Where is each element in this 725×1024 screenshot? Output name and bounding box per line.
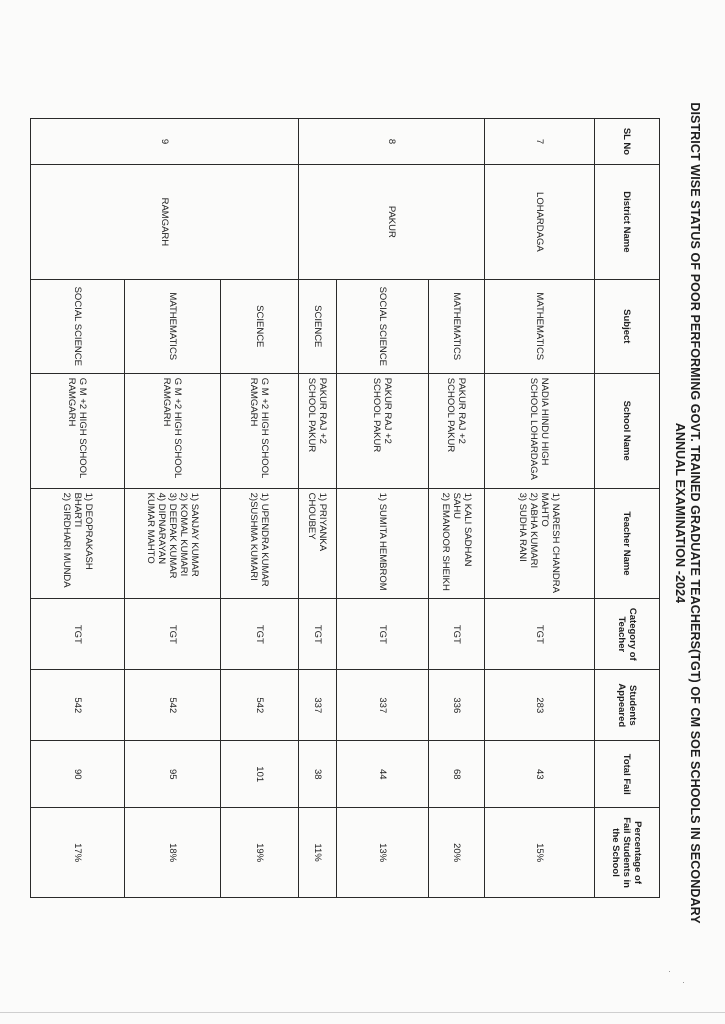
school-name-cell: PAKUR RAJ +2 SCHOOL PAKUR	[429, 373, 485, 488]
header-row	[595, 119, 660, 898]
school-name-cell: PAKUR RAJ +2 SCHOOL PAKUR	[337, 373, 429, 488]
subject-cell: SOCIAL SCIENCE	[337, 279, 429, 373]
teacher-name: 2)SUSHMA KUMARI	[248, 492, 260, 581]
total-fail-cell: 95	[125, 741, 221, 808]
header-appeared: Students Appeared	[595, 670, 660, 741]
total-fail-cell: 68	[429, 741, 485, 808]
category-cell: TGT	[31, 599, 125, 670]
students-appeared-cell: 542	[125, 670, 221, 741]
table-row	[485, 119, 595, 898]
subject-cell: MATHEMATICS	[485, 279, 595, 373]
category-cell: TGT	[429, 599, 485, 670]
teacher-name: 2) KOMAL KUMARI	[178, 492, 189, 577]
district-name-cell: LOHARDAGA	[485, 164, 595, 279]
teacher-name: 1) DEOPRAKASH BHARTI	[72, 492, 94, 570]
teacher-names-cell	[429, 488, 485, 599]
teacher-name: 1) UPENDRA KUMAR	[259, 492, 271, 587]
school-name-cell: NADIA HINDU HIGH SCHOOL LOHARDAGA	[485, 373, 595, 488]
teacher-name: 1) SANJAY KUMAR	[189, 492, 200, 577]
total-fail-cell: 90	[31, 741, 125, 808]
sl-no-cell: 9	[31, 119, 299, 165]
subject-cell: SOCIAL SCIENCE	[31, 279, 125, 373]
fail-percentage-cell: 20%	[429, 808, 485, 898]
scan-speck: ·	[668, 966, 671, 976]
teacher-name: 1) PRIYANKA CHOUBEY	[306, 492, 329, 551]
subject-cell: SCIENCE	[221, 279, 299, 373]
header-sl-no: SL No	[595, 119, 660, 165]
subject-cell: SCIENCE	[299, 279, 337, 373]
school-name-cell: PAKUR RAJ +2 SCHOOL PAKUR	[299, 373, 337, 488]
school-name-cell: G M +2 HIGH SCHOOL RAMGARH	[31, 373, 125, 488]
students-appeared-cell: 336	[429, 670, 485, 741]
fail-percentage-cell: 13%	[337, 808, 429, 898]
table-body	[31, 119, 595, 898]
teacher-names-cell	[337, 488, 429, 599]
total-fail-cell: 44	[337, 741, 429, 808]
scan-edge	[0, 1012, 725, 1013]
fail-percentage-cell: 17%	[31, 808, 125, 898]
teacher-name: 1) SUMITA HEMBROM	[377, 492, 388, 591]
sl-no-cell: 7	[485, 119, 595, 165]
teacher-name: 3) SUDHA RANI	[517, 492, 529, 562]
category-cell: TGT	[125, 599, 221, 670]
students-appeared-cell: 542	[221, 670, 299, 741]
teacher-name: 1) KALI SADHAN SAHU	[451, 492, 473, 567]
students-appeared-cell: 283	[485, 670, 595, 741]
header-subject: Subject	[595, 279, 660, 373]
category-cell: TGT	[299, 599, 337, 670]
rotated-sheet	[61, 88, 702, 938]
category-cell: TGT	[337, 599, 429, 670]
teacher-names-cell	[299, 488, 337, 599]
students-appeared-cell: 337	[299, 670, 337, 741]
fail-percentage-cell: 19%	[221, 808, 299, 898]
document-title: DISTRICT WISE STATUS OF POOR PERFORMING GOVT. TRAINED GRADUATE TEACHERS(TGT) OF CM SOE SCHOOLS IN SECONDARY ANNUAL EXAMINATION -2024	[673, 102, 702, 924]
subject-cell: MATHEMATICS	[125, 279, 221, 373]
teacher-name: 4) DIPNARAYAN KUMAR MAHTO	[145, 492, 167, 565]
school-name-cell: G M +2 HIGH SCHOOL RAMGARH	[221, 373, 299, 488]
header-school: School Name	[595, 373, 660, 488]
header-district: District Name	[595, 164, 660, 279]
category-cell: TGT	[221, 599, 299, 670]
district-name-cell: RAMGARH	[31, 164, 299, 279]
teacher-status-table	[30, 118, 660, 898]
fail-percentage-cell: 11%	[299, 808, 337, 898]
table-row	[221, 119, 299, 898]
header-fail: Total Fail	[595, 741, 660, 808]
teacher-name: 2) GIRDHARI MUNDA	[61, 492, 72, 588]
school-name-cell: G M +2 HIGH SCHOOL RAMGARH	[125, 373, 221, 488]
table-row	[429, 119, 485, 898]
district-name-cell: PAKUR	[299, 164, 485, 279]
total-fail-cell: 43	[485, 741, 595, 808]
teacher-name: 2) EMANOOR SHEIKH	[440, 492, 451, 591]
total-fail-cell: 101	[221, 741, 299, 808]
teacher-name: 3) DEEPAK KUMAR	[167, 492, 178, 579]
sl-no-cell: 8	[299, 119, 485, 165]
header-percent: Percentage of Fail Students in the School	[595, 808, 660, 898]
teacher-names-cell	[125, 488, 221, 599]
fail-percentage-cell: 18%	[125, 808, 221, 898]
students-appeared-cell: 337	[337, 670, 429, 741]
header-category: Category of Teacher	[595, 599, 660, 670]
scan-speck: ·	[682, 977, 685, 987]
category-cell: TGT	[485, 599, 595, 670]
students-appeared-cell: 542	[31, 670, 125, 741]
fail-percentage-cell: 15%	[485, 808, 595, 898]
teacher-names-cell	[221, 488, 299, 599]
subject-cell: MATHEMATICS	[429, 279, 485, 373]
teacher-name: 1) NARESH CHANDRA MAHTO	[539, 492, 562, 593]
header-teacher: Teacher Name	[595, 488, 660, 599]
teacher-names-cell	[485, 488, 595, 599]
total-fail-cell: 38	[299, 741, 337, 808]
teacher-names-cell	[31, 488, 125, 599]
teacher-name: 2) ABHA KUMARI	[528, 492, 540, 569]
